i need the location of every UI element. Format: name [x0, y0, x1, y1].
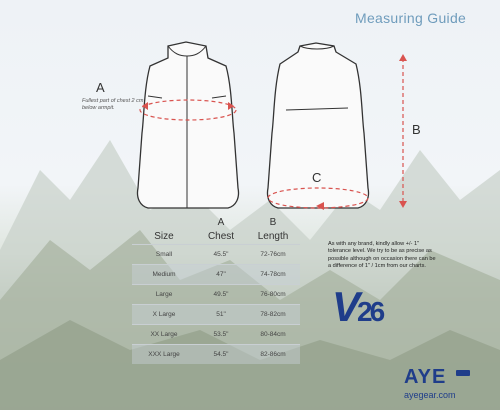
aye-logo: AYE [404, 366, 447, 388]
cell-length: 76-80cm [246, 285, 300, 305]
table-letter-row [132, 206, 300, 228]
cell-length: 78-82cm [246, 305, 300, 325]
back-label-c: C [312, 170, 322, 185]
page-title: Measuring Guide [355, 10, 467, 26]
cell-size: XX Large [132, 325, 196, 345]
cell-size: XXX Large [132, 345, 196, 365]
table-row [132, 265, 300, 285]
size-table [132, 206, 300, 364]
cell-length: 74-78cm [246, 265, 300, 285]
cell-length: 80-84cm [246, 325, 300, 345]
front-label-a: A [96, 80, 105, 95]
table-letter-a: A [217, 217, 225, 228]
table-row [132, 305, 300, 325]
cell-length: 82-86cm [246, 345, 300, 365]
header-length: Length [257, 230, 289, 242]
tolerance-note: As with any brand, kindly allow +/- 1" tolerance level. We try to be as precise as possible although on occasion there can be a difference of 1" / 1cm from our charts. [328, 241, 436, 270]
header-chest: Chest [207, 230, 235, 242]
back-label-b: B [412, 122, 421, 137]
table-row [132, 325, 300, 345]
cell-chest: 54.5" [196, 345, 246, 365]
v26-logo [332, 283, 382, 331]
vest-front-illustration [128, 38, 248, 218]
table-letter-b: B [269, 217, 277, 228]
aye-badge [456, 370, 470, 376]
table-letter-blank [132, 206, 196, 228]
table-row [132, 345, 300, 365]
table-row [132, 245, 300, 265]
brand-url: ayegear.com [404, 390, 456, 400]
header-size: Size [154, 230, 174, 242]
length-arrow [396, 52, 410, 212]
cell-size: Small [132, 245, 196, 265]
cell-size: Medium [132, 265, 196, 285]
cell-size: Large [132, 285, 196, 305]
v26-logo-v: V [332, 283, 358, 330]
front-note: Fullest part of chest 2 cm below armpit. [82, 98, 144, 111]
cell-size: X Large [132, 305, 196, 325]
cell-chest: 49.5" [196, 285, 246, 305]
cell-chest: 45.5" [196, 245, 246, 265]
cell-chest: 51" [196, 305, 246, 325]
cell-chest: 47" [196, 265, 246, 285]
table-header-row [132, 228, 300, 245]
cell-length: 72-76cm [246, 245, 300, 265]
v26-logo-number: 26 [357, 296, 383, 327]
cell-chest: 53.5" [196, 325, 246, 345]
table-row [132, 285, 300, 305]
vest-back-illustration [258, 38, 378, 218]
